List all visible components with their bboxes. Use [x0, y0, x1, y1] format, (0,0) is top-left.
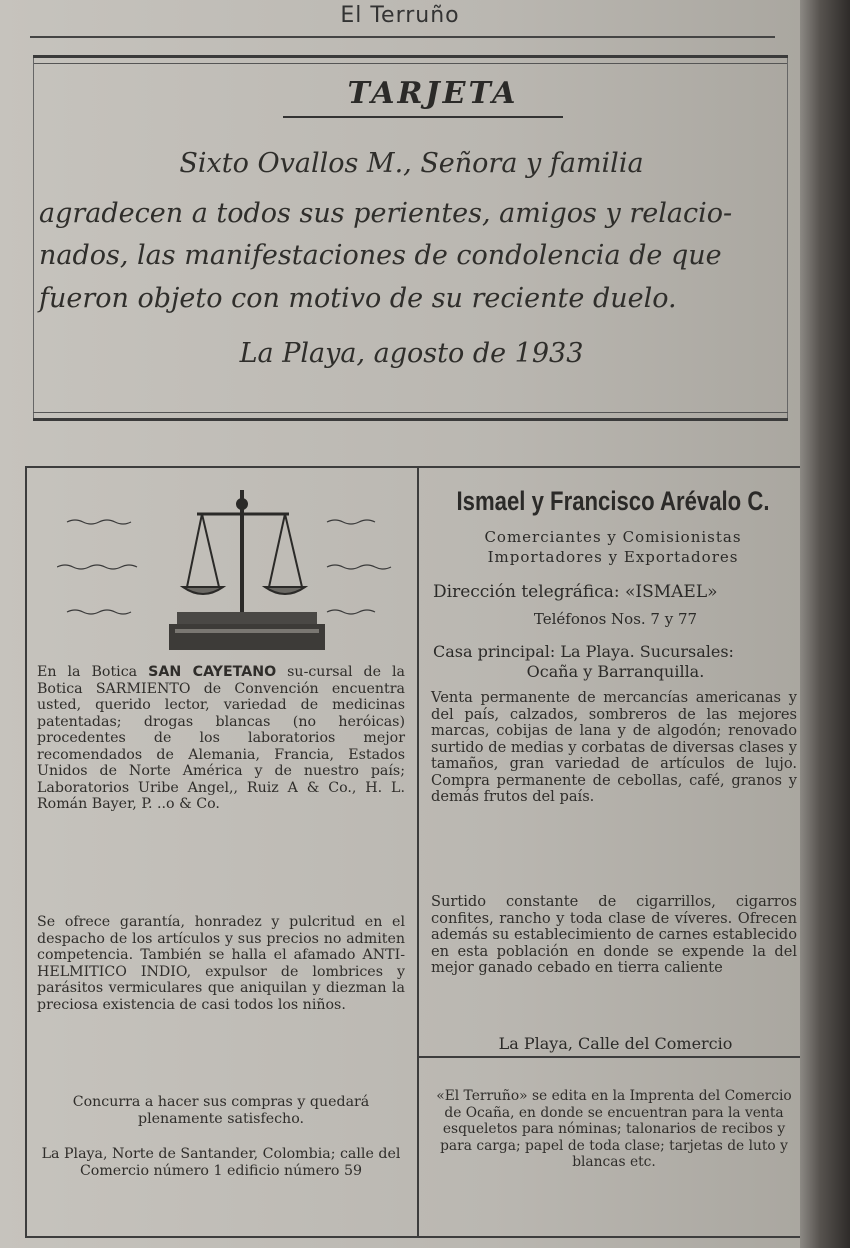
balance-scale-icon — [57, 482, 397, 657]
firm-subtitle-1: Comerciantes y Comisionistas — [484, 528, 742, 546]
telegraph-address: Dirección telegráfica: «ISMAEL» — [433, 582, 718, 602]
imprenta-notice — [419, 1058, 807, 1236]
botica-paragraph-2: Se ofrece garantía, honradez y pulcritud en el despacho de los artículos y sus precios no admiten competencia. También se halla el afamado ANTI-HELMITICO INDIO, expulsor de lombrices y parásitos vermiculares que aniquilan y diezman la preciosa existencia de casi todos los niños. — [37, 914, 405, 1013]
arevalo-address: La Playa, Calle del Comercio — [498, 1034, 733, 1053]
header-rule — [30, 36, 775, 38]
firm-subtitle-2: Importadores y Exportadores — [487, 548, 739, 566]
tarjeta-line-3: nados, las manifestaciones de condolencia de que — [39, 240, 722, 271]
tarjeta-title: TARJETA — [347, 76, 519, 111]
arevalo-ad — [419, 468, 807, 1056]
botica-paragraph-3: Concurra a hacer sus compras y quedará plenamente satisfecho. — [72, 1094, 370, 1127]
botica-paragraph-1 — [37, 664, 405, 813]
casa-line-1: Casa principal: La Playa. Sucursales: — [433, 642, 734, 661]
book-spine — [800, 0, 850, 1248]
botica-ad — [27, 468, 417, 1236]
tarjeta-notice — [33, 55, 788, 421]
arevalo-paragraph-2: Surtido constante de cigarrillos, cigarros confites, rancho y toda clase de víveres. Ofrecen además su establecimiento de carnes establecido en esta población en donde se expende la del mejor ganado cebado en tierra caliente — [431, 893, 797, 976]
firm-name: Ismael y Francisco Arévalo C. — [456, 486, 770, 516]
tarjeta-line-4: fueron objeto con motivo de su reciente duelo. — [39, 283, 677, 314]
page-header: El Terruño — [340, 3, 460, 28]
tarjeta-line-1: Sixto Ovallos M., Señora y familia — [179, 148, 644, 179]
tarjeta-line-2: agradecen a todos sus perientes, amigos y relacio- — [39, 198, 733, 229]
imprenta-text: «El Terruño» se edita en la Imprenta del Comercio de Ocaña, en donde se encuentran para la venta esqueletos para nóminas; talonarios de recibos y para carga; papel de toda clase; tarjetas de luto y blancas etc. — [436, 1088, 792, 1170]
casa-line-2: Ocaña y Barranquilla. — [526, 662, 705, 681]
tarjeta-right-border — [787, 58, 788, 418]
botica-description: su-cursal de la Botica SARMIENTO de Convención encuentra usted, querido lector, variedad de medicinas patentadas; drogas blancas (no heróicas) procedentes de los laboratorios mejor recomendados de Alemania, Francia, Estados Unidos de Norte América y de nuestro país; Laboratorios Uribe Angel,, Ruiz A & Co., H. L. Román Bayer, P. ..o & Co. — [37, 664, 405, 812]
botica-name: SAN CAYETANO — [148, 664, 277, 680]
botica-intro: En la Botica — [37, 664, 149, 680]
arevalo-paragraph-1: Venta permanente de mercancías americanas y del país, calzados, sombreros de las mejores marcas, cobijas de lana y de algodón; renovado surtido de medias y corbatas de diversas clases y tamaños, gran variedad de artículos de lujo. Compra permanente de cebollas, café, granos y demás frutos del país. — [431, 689, 797, 805]
phone-numbers: Teléfonos Nos. 7 y 77 — [533, 610, 698, 628]
tarjeta-date: La Playa, agosto de 1933 — [239, 338, 584, 369]
botica-address: La Playa, Norte de Santander, Colombia; calle del Comercio número 1 edificio número 59 — [41, 1146, 401, 1179]
advertisements-table — [25, 466, 809, 1238]
tarjeta-left-border — [33, 58, 34, 418]
tarjeta-title-underline — [283, 116, 563, 118]
